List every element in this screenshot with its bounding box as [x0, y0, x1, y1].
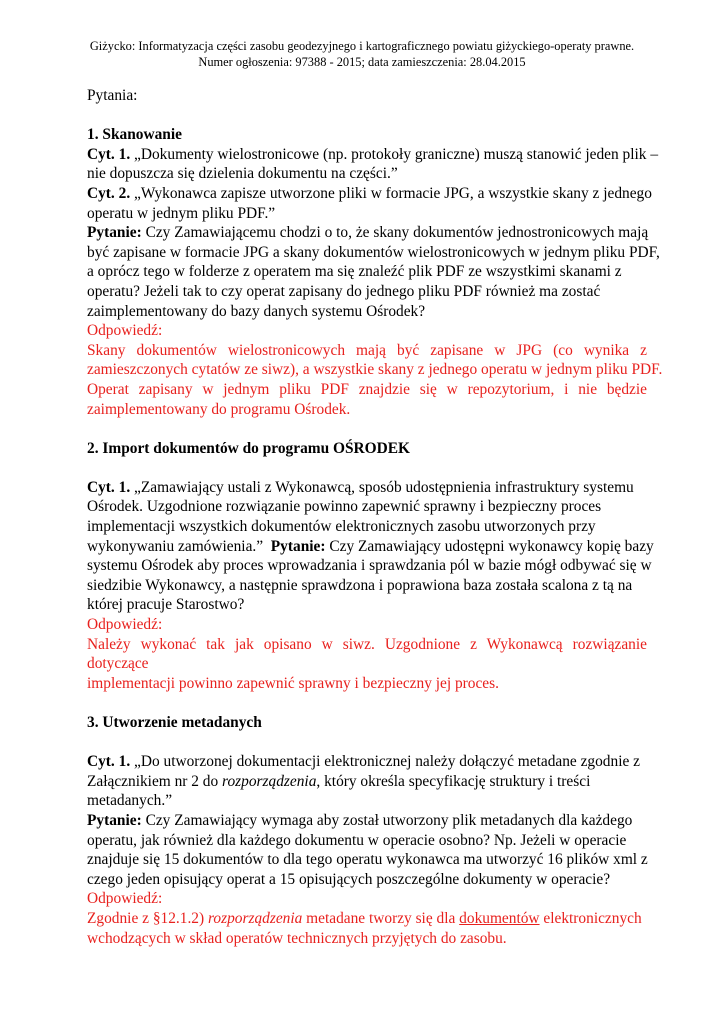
section-3-quote-1: Cyt. 1. „Do utworzonej dokumentacji elektronicznej należy dołączyć metadane zgodnie z [87, 753, 640, 771]
section-3-answer-label: Odpowiedź: [87, 890, 163, 908]
section-1-answer-line: zamieszczonych cytatów ze siwz), a wszystkie skany z jednego operatu w jednym pliku PDF. [87, 361, 663, 379]
section-2-quote-1: Cyt. 1. „Zamawiający ustali z Wykonawcą, sposób udostępnienia infrastruktury systemu [87, 478, 634, 496]
section-1-quote-2: Cyt. 2. „Wykonawca zapisze utworzone pliki w formacie JPG, a wszystkie skany z jednego [87, 184, 652, 202]
section-3-question: Pytanie: Czy Zamawiający wymaga aby został utworzony plik metadanych dla każdego [87, 811, 633, 829]
header-line-1: Giżycko: Informatyzacja części zasobu geodezyjnego i kartograficznego powiatu giżyckiego-operaty prawne. [89, 39, 635, 53]
section-3-answer-line: wchodzących w skład operatów technicznych przyjętych do zasobu. [87, 929, 507, 947]
section-2-question-line: której pracuje Starostwo? [87, 596, 245, 614]
section-2-question-line: siedzibie Wykonawcy, a następnie sprawdzona i poprawiona baza została scalona z tą na [87, 576, 633, 594]
section-1-question-line: zaimplementowany do bazy danych systemu Ośrodek? [87, 302, 426, 320]
header-line-2: Numer ogłoszenia: 97388 - 2015; data zamieszczenia: 28.04.2015 [198, 55, 526, 69]
section-2-quote-question: wykonywaniu zamówienia.” Pytanie: Czy Zamawiający udostępni wykonawcy kopię bazy [87, 537, 654, 555]
section-1-question: Pytanie: Czy Zamawiającemu chodzi o to, że skany dokumentów jednostronicowych mają [87, 224, 649, 242]
body-text [87, 86, 663, 948]
section-2-question-line: systemu Ośrodek aby proces wprowadzania i sprawdzania pól w bazie mógł odbywać się w [87, 557, 652, 575]
section-1-answer-label: Odpowiedź: [87, 322, 163, 340]
section-1-quote-1-cont: nie dopuszcza się dzielenia dokumentu na części.” [87, 165, 398, 183]
section-1-question-line: operatu? Jeżeli tak to czy operat zapisany do jednego pliku PDF również ma zostać [87, 282, 601, 300]
section-1-heading: 1. Skanowanie [87, 126, 182, 144]
section-3-answer-line: Zgodnie z §12.1.2) rozporządzenia metadane tworzy się dla dokumentów elektronicznych [87, 909, 642, 927]
section-1-answer-line: Skany dokumentów wielostronicowych mają być zapisane w JPG (co wynika z [87, 341, 647, 359]
section-3-quote-line: Załącznikiem nr 2 do rozporządzenia, który określa specyfikację struktury i treści [87, 772, 591, 790]
section-3-quote-line: metadanych.” [87, 792, 173, 810]
section-1-question-line: być zapisane w formacie JPG a skany dokumentów wielostronicowych w jednym pliku PDF, [87, 243, 660, 261]
section-1-quote-2-cont: operatu w jednym pliku PDF.” [87, 204, 276, 222]
section-2-answer-label: Odpowiedź: [87, 616, 163, 634]
section-1-quote-1: Cyt. 1. „Dokumenty wielostronicowe (np. protokoły graniczne) muszą stanowić jeden plik – [87, 145, 659, 163]
section-1-answer-line: Operat zapisany w jednym pliku PDF znajdzie się w repozytorium, i nie będzie [87, 380, 647, 398]
section-2-heading: 2. Import dokumentów do programu OŚRODEK [87, 439, 410, 457]
section-2-quote-line: Ośrodek. Uzgodnione rozwiązanie powinno zapewnić sprawny i bezpieczny proces [87, 498, 602, 516]
section-1-answer-line: zaimplementowany do programu Ośrodek. [87, 400, 351, 418]
intro-label: Pytania: [87, 87, 138, 104]
section-3-question-line: operatu, jak również dla każdego dokumentu w operacie osobno? Np. Jeżeli w operacie [87, 831, 627, 849]
section-2-answer-line: Należy wykonać tak jak opisano w siwz. Uzgodnione z Wykonawcą rozwiązanie dotyczące [87, 635, 647, 673]
section-1-question-line: a oprócz tego w folderze z operatem ma się znaleźć plik PDF ze wszystkimi skanami z [87, 263, 622, 281]
section-3-heading: 3. Utworzenie metadanych [87, 714, 262, 731]
document-header [40, 38, 684, 70]
section-2-quote-line: implementacji wszystkich dokumentów elektronicznych zasobu utworzonych przy [87, 518, 596, 536]
section-3-question-line: znajduje się 15 dokumentów to dla tego operatu wykonawca ma utworzyć 16 plików xml z [87, 851, 648, 869]
section-3-question-line: czego jeden opisujący operat a 15 opisujących poszczególne dokumenty w operacie? [87, 870, 611, 888]
section-2-answer-line: implementacji powinno zapewnić sprawny i bezpieczny jej proces. [87, 674, 499, 692]
